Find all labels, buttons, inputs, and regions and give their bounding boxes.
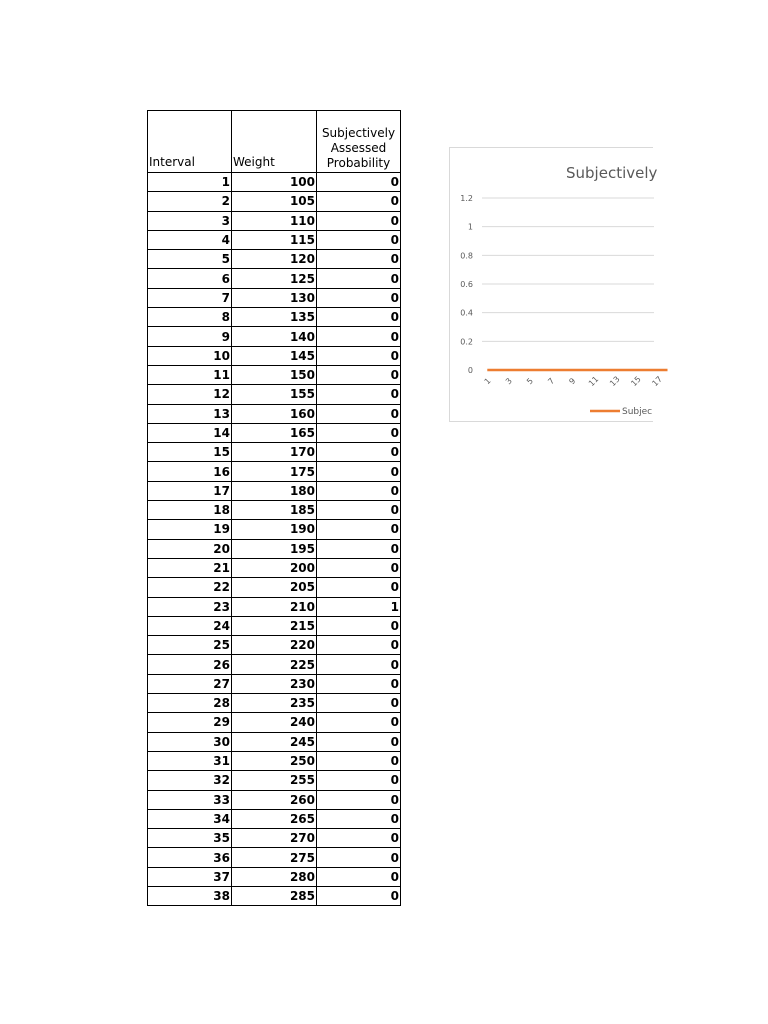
table-row: [148, 501, 401, 520]
cell-interval[interactable]: 32: [148, 771, 232, 790]
table-row: [148, 694, 401, 713]
cell-interval[interactable]: 14: [148, 423, 232, 442]
cell-interval[interactable]: 18: [148, 501, 232, 520]
cell-probability[interactable]: 0: [317, 404, 401, 423]
cell-weight[interactable]: 100: [232, 173, 317, 192]
cell-interval[interactable]: 22: [148, 578, 232, 597]
cell-probability[interactable]: 0: [317, 269, 401, 288]
cell-weight[interactable]: 185: [232, 501, 317, 520]
header-probability[interactable]: [317, 111, 401, 173]
cell-interval[interactable]: 25: [148, 636, 232, 655]
cell-probability[interactable]: 0: [317, 520, 401, 539]
cell-probability[interactable]: 0: [317, 848, 401, 867]
table-row: [148, 829, 401, 848]
cell-weight[interactable]: 135: [232, 308, 317, 327]
table-row: [148, 423, 401, 442]
cell-interval[interactable]: 1: [148, 173, 232, 192]
table-row: [148, 173, 401, 192]
x-tick-label: 5: [525, 376, 536, 387]
cell-probability[interactable]: 0: [317, 211, 401, 230]
table-row: [148, 751, 401, 770]
cell-weight[interactable]: 235: [232, 694, 317, 713]
cell-weight[interactable]: 130: [232, 288, 317, 307]
x-tick-label: 13: [608, 374, 622, 389]
cell-interval[interactable]: 13: [148, 404, 232, 423]
cell-weight[interactable]: 145: [232, 346, 317, 365]
cell-probability[interactable]: 0: [317, 250, 401, 269]
cell-interval[interactable]: 24: [148, 616, 232, 635]
table-row: [148, 674, 401, 693]
table-row: [148, 636, 401, 655]
y-tick-label: 0.6: [460, 280, 473, 289]
table-row: [148, 848, 401, 867]
cell-weight[interactable]: 115: [232, 230, 317, 249]
table-row: [148, 713, 401, 732]
table-row: [148, 867, 401, 886]
header-interval[interactable]: Interval: [148, 111, 232, 173]
table-row: [148, 269, 401, 288]
cell-probability[interactable]: 0: [317, 616, 401, 635]
cell-probability[interactable]: 0: [317, 385, 401, 404]
table-row: [148, 886, 401, 905]
cell-probability[interactable]: 0: [317, 732, 401, 751]
header-probability-line: Subjectively: [321, 126, 396, 140]
table-row: [148, 771, 401, 790]
cell-weight[interactable]: 175: [232, 462, 317, 481]
cell-probability[interactable]: 0: [317, 558, 401, 577]
y-tick-label: 1: [467, 222, 473, 232]
cell-probability[interactable]: 0: [317, 674, 401, 693]
cell-probability[interactable]: 0: [317, 443, 401, 462]
probability-table: [147, 110, 401, 906]
x-tick-label: 11: [586, 374, 601, 389]
cell-interval[interactable]: 11: [148, 365, 232, 384]
table-row: [148, 211, 401, 230]
cell-probability[interactable]: 0: [317, 829, 401, 848]
header-weight[interactable]: Weight: [232, 111, 317, 173]
cell-interval[interactable]: 17: [148, 481, 232, 500]
cell-probability[interactable]: 0: [317, 694, 401, 713]
cell-interval[interactable]: 26: [148, 655, 232, 674]
cell-probability[interactable]: 0: [317, 578, 401, 597]
x-tick-label: 1: [482, 376, 493, 387]
cell-interval[interactable]: 10: [148, 346, 232, 365]
chart-title: Subjectively: [566, 164, 658, 182]
cell-weight[interactable]: 230: [232, 674, 317, 693]
cell-probability[interactable]: 0: [317, 539, 401, 558]
cell-interval[interactable]: 27: [148, 674, 232, 693]
cell-interval[interactable]: 34: [148, 809, 232, 828]
cell-probability[interactable]: 0: [317, 790, 401, 809]
table-row: [148, 790, 401, 809]
cell-interval[interactable]: 31: [148, 751, 232, 770]
cell-weight[interactable]: 140: [232, 327, 317, 346]
cell-weight[interactable]: 160: [232, 404, 317, 423]
table-row: [148, 558, 401, 577]
table-row: [148, 308, 401, 327]
y-tick-label: 0.8: [460, 251, 473, 261]
cell-probability[interactable]: 0: [317, 751, 401, 770]
header-probability-line: Assessed: [330, 141, 387, 155]
cell-probability[interactable]: 0: [317, 655, 401, 674]
header-probability-line: Probability: [326, 156, 391, 170]
cell-weight[interactable]: 250: [232, 751, 317, 770]
table-row: [148, 809, 401, 828]
cell-weight[interactable]: 155: [232, 385, 317, 404]
cell-weight[interactable]: 170: [232, 443, 317, 462]
cell-interval[interactable]: 23: [148, 597, 232, 616]
cell-weight[interactable]: 215: [232, 616, 317, 635]
cell-probability[interactable]: 0: [317, 192, 401, 211]
cell-probability[interactable]: 0: [317, 288, 401, 307]
cell-weight[interactable]: 165: [232, 423, 317, 442]
table-header-row: [148, 111, 401, 173]
cell-weight[interactable]: 190: [232, 520, 317, 539]
cell-probability[interactable]: 0: [317, 308, 401, 327]
y-tick-label: 1.2: [460, 194, 473, 203]
cell-interval[interactable]: 16: [148, 462, 232, 481]
table-row: [148, 192, 401, 211]
cell-weight[interactable]: 240: [232, 713, 317, 732]
table-row: [148, 462, 401, 481]
cell-interval[interactable]: 2: [148, 192, 232, 211]
cell-weight[interactable]: 110: [232, 211, 317, 230]
cell-interval[interactable]: 21: [148, 558, 232, 577]
y-tick-label: 0.4: [460, 308, 473, 318]
y-tick-label: 0.2: [460, 337, 473, 347]
table-row: [148, 443, 401, 462]
cell-interval[interactable]: 20: [148, 539, 232, 558]
cell-probability[interactable]: 0: [317, 501, 401, 520]
cell-probability[interactable]: 0: [317, 809, 401, 828]
cell-interval[interactable]: 29: [148, 713, 232, 732]
cell-probability[interactable]: 0: [317, 173, 401, 192]
cell-weight[interactable]: 245: [232, 732, 317, 751]
cell-interval[interactable]: 7: [148, 288, 232, 307]
table-row: [148, 288, 401, 307]
table-row: [148, 365, 401, 384]
cell-interval[interactable]: 5: [148, 250, 232, 269]
cell-weight[interactable]: 150: [232, 365, 317, 384]
cell-interval[interactable]: 35: [148, 829, 232, 848]
cell-interval[interactable]: 33: [148, 790, 232, 809]
cell-weight[interactable]: 195: [232, 539, 317, 558]
cell-weight[interactable]: 275: [232, 848, 317, 867]
cell-probability[interactable]: 0: [317, 327, 401, 346]
y-tick-label: 0: [467, 366, 473, 375]
cell-probability[interactable]: 0: [317, 481, 401, 500]
cell-weight[interactable]: 280: [232, 867, 317, 886]
table-row: [148, 327, 401, 346]
cell-weight[interactable]: 220: [232, 636, 317, 655]
cell-weight[interactable]: 285: [232, 886, 317, 905]
x-tick-label: 9: [567, 376, 578, 387]
cell-weight[interactable]: 265: [232, 809, 317, 828]
cell-probability[interactable]: 0: [317, 886, 401, 905]
cell-probability[interactable]: 0: [317, 867, 401, 886]
cell-probability[interactable]: 0: [317, 230, 401, 249]
cell-weight[interactable]: 225: [232, 655, 317, 674]
table-row: [148, 385, 401, 404]
cell-interval[interactable]: 19: [148, 520, 232, 539]
table-row: [148, 597, 401, 616]
cell-probability[interactable]: 0: [317, 365, 401, 384]
cell-probability[interactable]: 0: [317, 346, 401, 365]
cell-interval[interactable]: 37: [148, 867, 232, 886]
cell-interval[interactable]: 8: [148, 308, 232, 327]
x-tick-label: 7: [546, 376, 557, 387]
cell-probability[interactable]: 0: [317, 713, 401, 732]
cell-interval[interactable]: 28: [148, 694, 232, 713]
cell-interval[interactable]: 30: [148, 732, 232, 751]
cell-weight[interactable]: 180: [232, 481, 317, 500]
cell-weight[interactable]: 210: [232, 597, 317, 616]
table-row: [148, 520, 401, 539]
cell-weight[interactable]: 120: [232, 250, 317, 269]
table-row: [148, 539, 401, 558]
cell-weight[interactable]: 205: [232, 578, 317, 597]
cell-probability[interactable]: 0: [317, 771, 401, 790]
table-row: [148, 732, 401, 751]
cell-probability[interactable]: 0: [317, 423, 401, 442]
table-row: [148, 481, 401, 500]
cell-weight[interactable]: 270: [232, 829, 317, 848]
cell-probability[interactable]: 0: [317, 462, 401, 481]
cell-probability[interactable]: 0: [317, 636, 401, 655]
cell-weight[interactable]: 260: [232, 790, 317, 809]
cell-interval[interactable]: 15: [148, 443, 232, 462]
cell-weight[interactable]: 255: [232, 771, 317, 790]
cell-weight[interactable]: 105: [232, 192, 317, 211]
chart-canvas: [450, 148, 665, 423]
cell-weight[interactable]: 125: [232, 269, 317, 288]
table-row: [148, 230, 401, 249]
cell-interval[interactable]: 12: [148, 385, 232, 404]
table-row: [148, 346, 401, 365]
cell-interval[interactable]: 9: [148, 327, 232, 346]
table-row: [148, 250, 401, 269]
cell-interval[interactable]: 4: [148, 230, 232, 249]
legend-label: Subjec: [622, 407, 653, 417]
table-row: [148, 578, 401, 597]
cell-probability[interactable]: 1: [317, 597, 401, 616]
cell-interval[interactable]: 3: [148, 211, 232, 230]
cell-interval[interactable]: 38: [148, 886, 232, 905]
cell-interval[interactable]: 6: [148, 269, 232, 288]
table-row: [148, 616, 401, 635]
table-row: [148, 404, 401, 423]
x-tick-label: 15: [629, 374, 643, 389]
table-row: [148, 655, 401, 674]
cell-weight[interactable]: 200: [232, 558, 317, 577]
x-tick-label: 17: [650, 374, 665, 389]
x-tick-label: 3: [503, 376, 514, 387]
cell-interval[interactable]: 36: [148, 848, 232, 867]
line-chart[interactable]: [449, 147, 665, 422]
